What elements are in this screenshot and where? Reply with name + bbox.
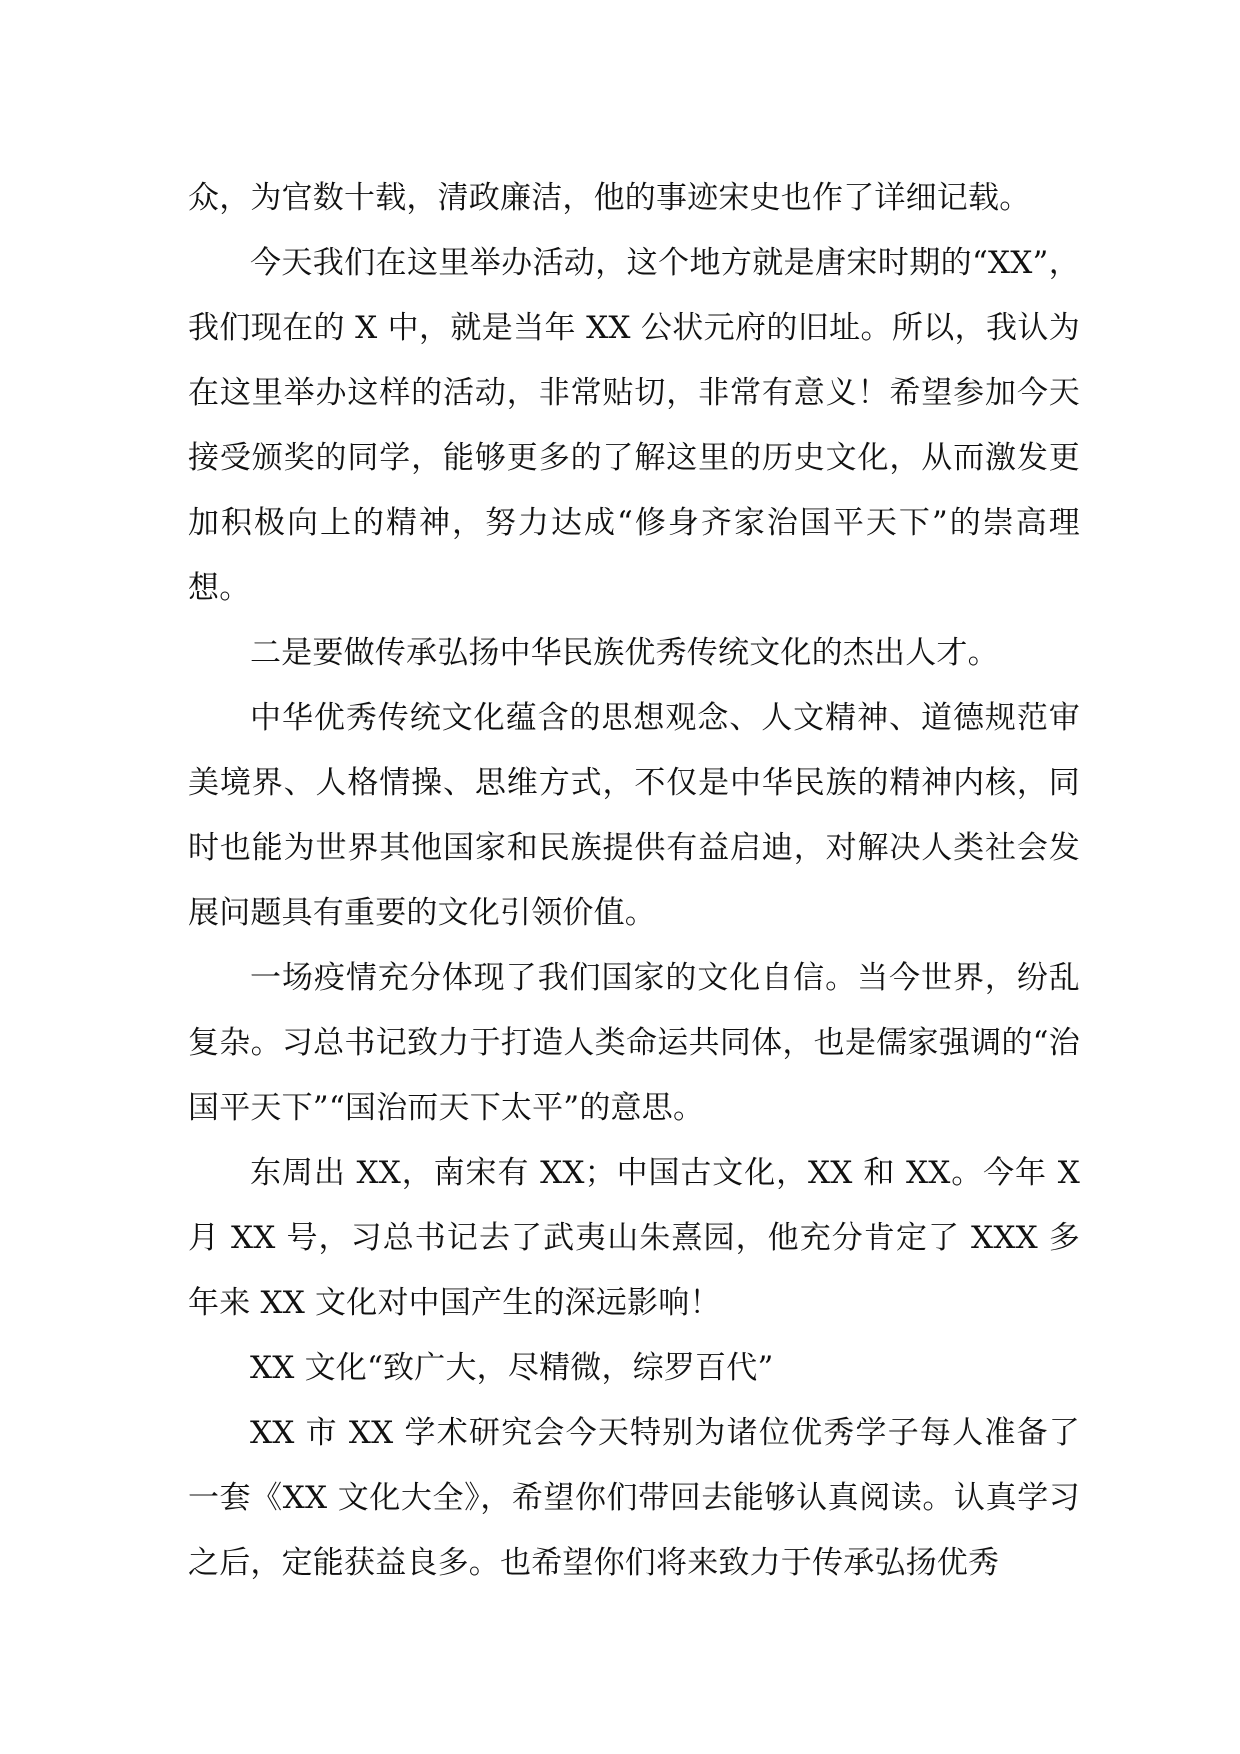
paragraph-1: 众，为官数十载，清政廉洁，他的事迹宋史也作了详细记载。 — [188, 180, 1031, 216]
paragraph-4: 中华优秀传统文化蕴含的思想观念、人文精神、道德规范审美境界、人格情操、思维方式，不仅是中华民族的精神内核，同时也能为世界其他国家和民族提供有益启迪，对解决人类社会发展问题具有重要的文化引领价值。 — [188, 700, 1080, 931]
paragraph-3: 二是要做传承弘扬中华民族优秀传统文化的杰出人才。 — [250, 635, 999, 671]
paragraph-6: 东周出 XX，南宋有 XX；中国古文化，XX 和 XX。今年 X 月 XX 号，习总书记去了武夷山朱熹园，他充分肯定了 XXX 多年来 XX 文化对中国产生的深远影响！ — [188, 1155, 1080, 1321]
document-body — [188, 166, 1080, 1596]
paragraph-7: XX 文化“致广大，尽精微，综罗百代” — [250, 1350, 774, 1386]
paragraph-8: XX 市 XX 学术研究会今天特别为诸位优秀学子每人准备了一套《XX 文化大全》，希望你们带回去能够认真阅读。认真学习之后，定能获益良多。也希望你们将来致力于传承弘扬优秀 — [188, 1415, 1080, 1581]
paragraph-2: 今天我们在这里举办活动，这个地方就是唐宋时期的“XX”，我们现在的 X 中，就是当年 XX 公状元府的旧址。所以，我认为在这里举办这样的活动，非常贴切，非常有意义！希望参加今天接受颁奖的同学，能够更多的了解这里的历史文化，从而激发更加积极向上的精神，努力达成“修身齐家治国平天下”的崇高理想。 — [188, 245, 1080, 606]
paragraph-5: 一场疫情充分体现了我们国家的文化自信。当今世界，纷乱复杂。习总书记致力于打造人类命运共同体，也是儒家强调的“治国平天下”“国治而天下太平”的意思。 — [188, 960, 1080, 1126]
